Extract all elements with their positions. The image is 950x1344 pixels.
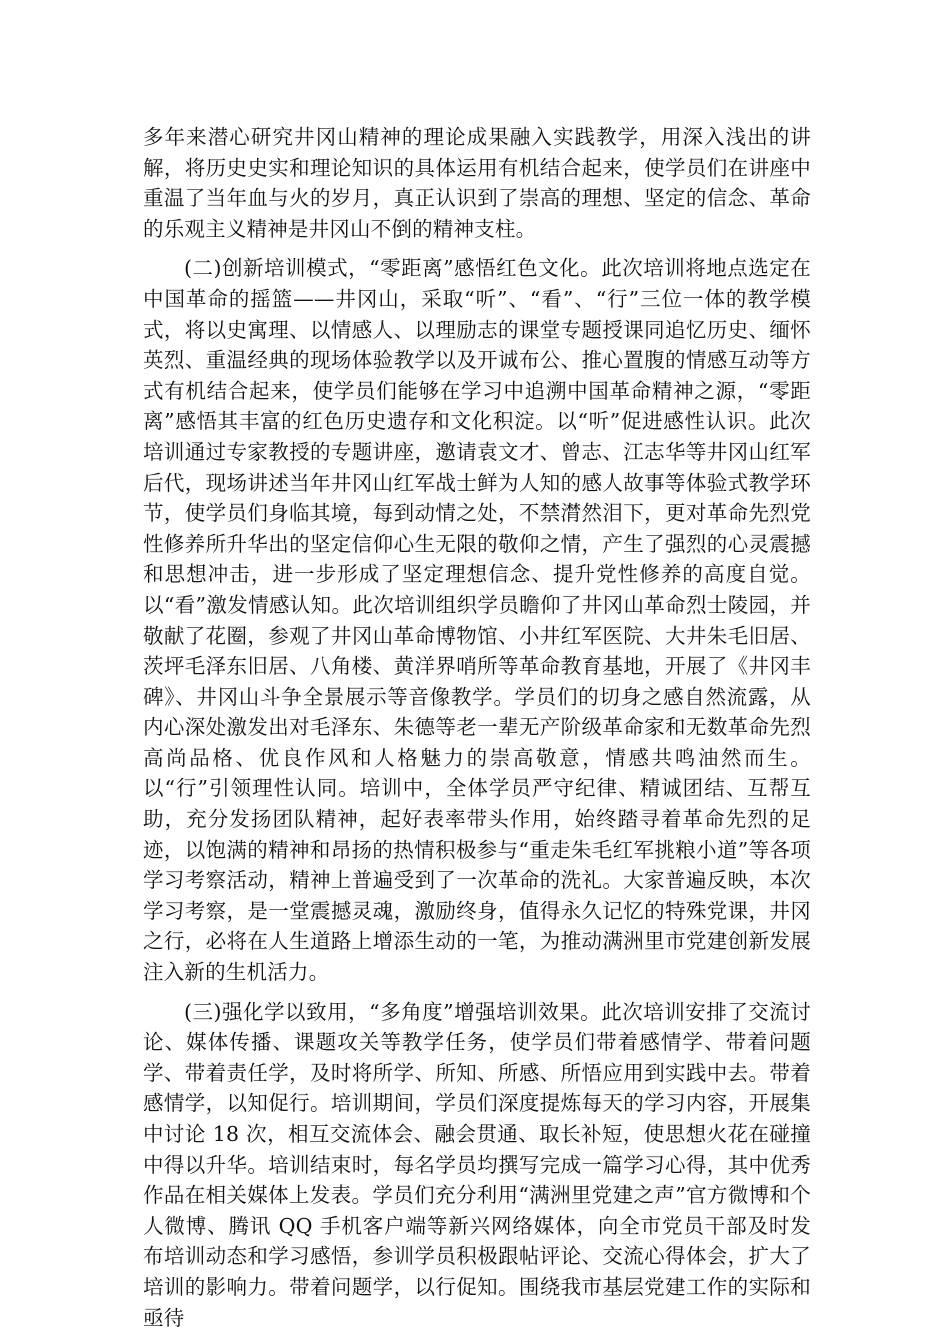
paragraph-continuation: 多年来潜心研究井冈山精神的理论成果融入实践教学，用深入浅出的讲解，将历史史实和理论知识的具体运用有机结合起来，使学员们在讲座中重温了当年血与火的岁月，真正认识到了崇高的理想、坚定的信念、革命的乐观主义精神是井冈山不倒的精神支柱。 xyxy=(143,125,811,241)
paragraph-section-three: (三)强化学以致用，“多角度”增强培训效果。此次培训安排了交流讨论、媒体传播、课题攻关等教学任务，使学员们带着感情学、带着问题学、带着责任学，及时将所学、所知、所感、所悟应用到实践中去。带着感情学，以知促行。培训期间，学员们深度提炼每天的学习内容，开展集中讨论 18 次，相互交流体会、融会贯通、取长补短，使思想火花在碰撞中得以升华。培训结束时，每名学员均撰写完成一篇学习心得，其中优秀作品在相关媒体上发表。学员们充分利用“满洲里党建之声”官方微博和个人微博、腾讯 QQ 手机客户端等新兴网络媒体，向全市党员干部及时发布培训动态和学习感悟，参训学员积极跟帖评论、交流心得体会，扩大了培训的影响力。带着问题学，以行促知。围绕我市基层党建工作的实际和亟待 xyxy=(143,999,811,1330)
document-page xyxy=(143,122,811,1342)
paragraph-section-two: (二)创新培训模式，“零距离”感悟红色文化。此次培训将地点选定在中国革命的摇篮——井冈山，采取“听”、“看”、“行”三位一体的教学模式，将以史寓理、以情感人、以理励志的课堂专题授课同追忆历史、缅怀英烈、重温经典的现场体验教学以及开诚布公、推心置腹的情感互动等方式有机结合起来，使学员们能够在学习中追溯中国革命精神之源，“零距离”感悟其丰富的红色历史遗存和文化积淀。以“听”促进感性认识。此次培训通过专家教授的专题讲座，邀请袁文才、曾志、江志华等井冈山红军后代，现场讲述当年井冈山红军战士鲜为人知的感人故事等体验式教学环节，使学员们身临其境，每到动情之处，不禁潸然泪下，更对革命先烈党性修养所升华出的坚定信仰心生无限的敬仰之情，产生了强烈的心灵震撼和思想冲击，进一步形成了坚定理想信念、提升党性修养的高度自觉。以“看”激发情感认知。此次培训组织学员瞻仰了井冈山革命烈士陵园，并敬献了花圈，参观了井冈山革命博物馆、小井红军医院、大井朱毛旧居、茨坪毛泽东旧居、八角楼、黄洋界哨所等革命教育基地，开展了《井冈丰碑》、井冈山斗争全景展示等音像教学。学员们的切身之感自然流露，从内心深处激发出对毛泽东、朱德等老一辈无产阶级革命家和无数革命先烈高尚品格、优良作风和人格魅力的崇高敬意，情感共鸣油然而生。以“行”引领理性认同。培训中，全体学员严守纪律、精诚团结、互帮互助，充分发扬团队精神，起好表率带头作用，始终踏寻着革命先烈的足迹，以饱满的精神和昂扬的热情积极参与“重走朱毛红军挑粮小道”等各项学习考察活动，精神上普遍受到了一次革命的洗礼。大家普遍反映，本次学习考察，是一堂震撼灵魂，激励终身，值得永久记忆的特殊党课，井冈之行，必将在人生道路上增添生动的一笔，为推动满洲里市党建创新发展注入新的生机活力。 xyxy=(143,256,811,985)
